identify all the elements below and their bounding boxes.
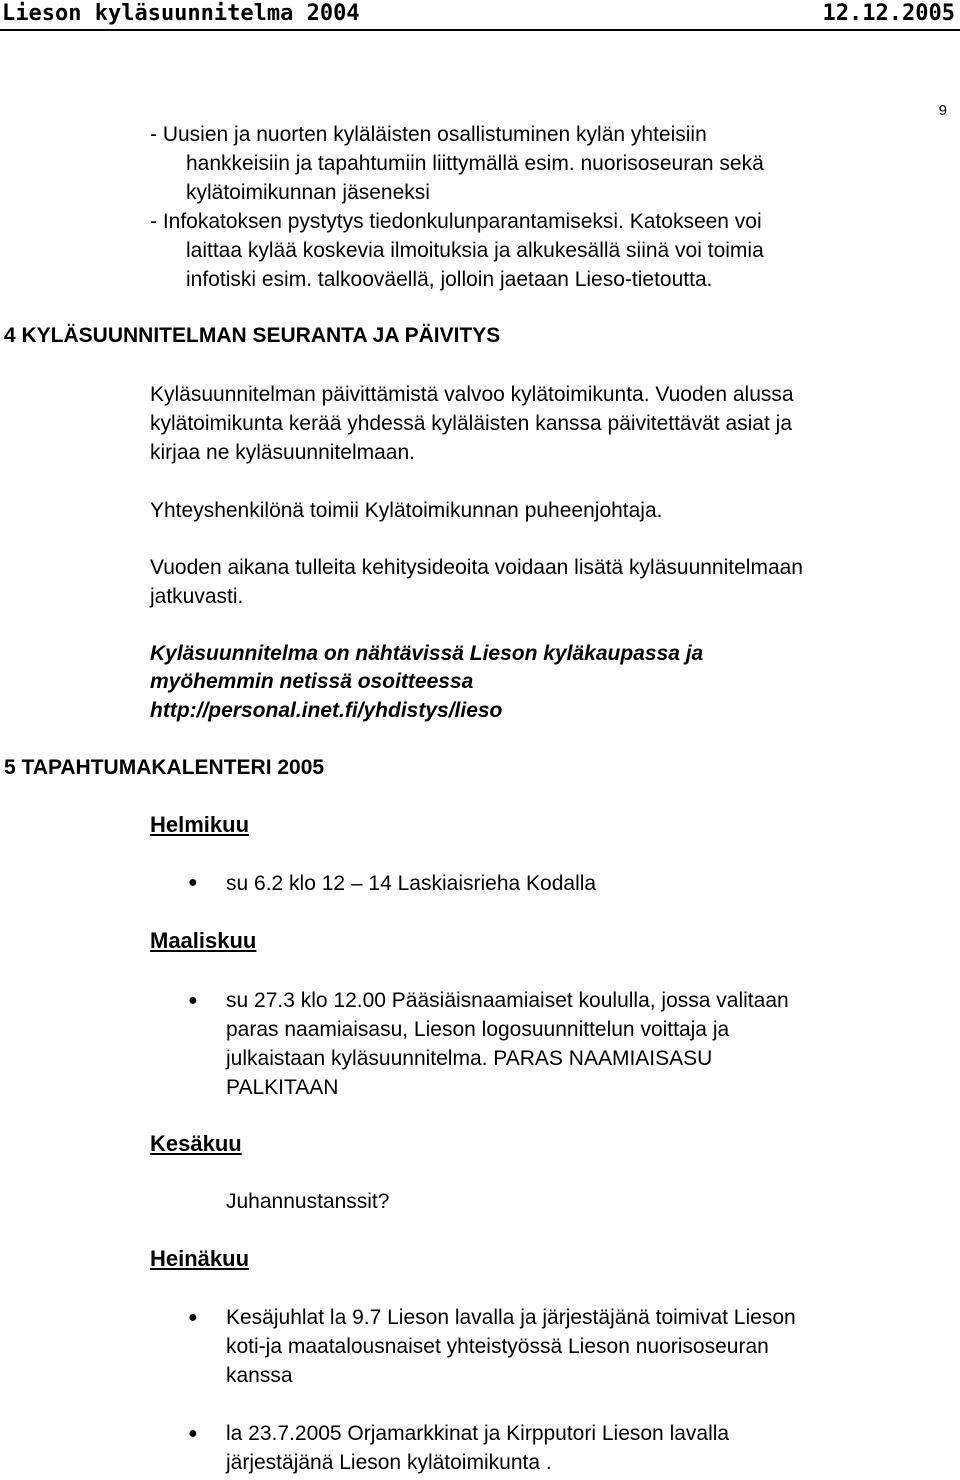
page-number: 9 bbox=[938, 102, 947, 119]
intro-item-1-line-2: hankkeisiin ja tapahtumiin liittymällä esim. nuorisoseuran sekä bbox=[186, 152, 764, 175]
bullet-icon: ● bbox=[188, 992, 198, 1009]
running-header bbox=[0, 0, 960, 28]
intro-item-2-line-3: infotiski esim. talkooväellä, jolloin jaetaan Lieso-tietoutta. bbox=[186, 268, 713, 291]
intro-item-2-line-2: laittaa kylää koskevia ilmoituksia ja alkukesällä siinä voi toimia bbox=[186, 239, 764, 262]
intro-item-1-line-1: - Uusien ja nuorten kyläläisten osallistuminen kylän yhteisiin bbox=[150, 123, 707, 146]
section-4-para-1-line-2: kylätoimikunta kerää yhdessä kyläläisten kanssa päivitettävät asiat ja bbox=[150, 412, 792, 435]
event-heinakuu-1-line-2: koti-ja maatalousnaiset yhteistyössä Lieson nuorisoseuran bbox=[226, 1335, 769, 1358]
header-rule bbox=[0, 29, 960, 31]
bullet-icon: ● bbox=[188, 1309, 198, 1326]
bullet-icon: ● bbox=[188, 1425, 198, 1442]
month-helmikuu: Helmikuu bbox=[150, 812, 250, 837]
event-heinakuu-1-line-3: kanssa bbox=[226, 1364, 293, 1387]
month-kesakuu: Kesäkuu bbox=[150, 1131, 242, 1156]
notice-line-2: myöhemmin netissä osoitteessa bbox=[150, 670, 474, 693]
event-maaliskuu-1-line-4: PALKITAAN bbox=[226, 1076, 339, 1099]
section-4-para-3-line-2: jatkuvasti. bbox=[150, 585, 244, 608]
section-5-heading: 5 TAPAHTUMAKALENTERI 2005 bbox=[4, 756, 325, 779]
month-heinakuu: Heinäkuu bbox=[150, 1246, 250, 1271]
event-maaliskuu-1-line-2: paras naamiaisasu, Lieson logosuunnittelun voittaja ja bbox=[226, 1018, 730, 1041]
event-maaliskuu-1-line-3: julkaistaan kyläsuunnitelma. PARAS NAAMIAISASU bbox=[226, 1047, 713, 1070]
section-4-para-1-line-3: kirjaa ne kyläsuunnitelmaan. bbox=[150, 441, 415, 464]
event-maaliskuu-1-line-1: su 27.3 klo 12.00 Pääsiäisnaamiaiset koululla, jossa valitaan bbox=[226, 989, 789, 1012]
section-4-para-2: Yhteyshenkilönä toimii Kylätoimikunnan puheenjohtaja. bbox=[150, 499, 663, 522]
event-heinakuu-2-line-1: la 23.7.2005 Orjamarkkinat ja Kirpputori Lieson lavalla bbox=[226, 1422, 730, 1445]
event-kesakuu-note: Juhannustanssit? bbox=[226, 1190, 390, 1213]
section-4-para-1-line-1: Kyläsuunnitelman päivittämistä valvoo kylätoimikunta. Vuoden alussa bbox=[150, 383, 794, 406]
notice-url: http://personal.inet.fi/yhdistys/lieso bbox=[150, 699, 503, 722]
intro-item-1-line-3: kylätoimikunnan jäseneksi bbox=[186, 181, 430, 204]
intro-item-2-line-1: - Infokatoksen pystytys tiedonkulunparantamiseksi. Katokseen voi bbox=[150, 210, 762, 233]
header-title: Lieson kyläsuunnitelma 2004 bbox=[2, 1, 360, 26]
month-maaliskuu: Maaliskuu bbox=[150, 928, 257, 953]
event-heinakuu-1-line-1: Kesäjuhlat la 9.7 Lieson lavalla ja järjestäjänä toimivat Lieson bbox=[226, 1306, 796, 1329]
event-helmikuu-1: su 6.2 klo 12 – 14 Laskiaisrieha Kodalla bbox=[226, 872, 597, 895]
notice-line-1: Kyläsuunnitelma on nähtävissä Lieson kyläkaupassa ja bbox=[150, 642, 704, 665]
section-4-para-3-line-1: Vuoden aikana tulleita kehitysideoita voidaan lisätä kyläsuunnitelmaan bbox=[150, 556, 803, 579]
section-4-heading: 4 KYLÄSUUNNITELMAN SEURANTA JA PÄIVITYS bbox=[4, 324, 501, 347]
bullet-icon: ● bbox=[188, 874, 198, 891]
header-date: 12.12.2005 bbox=[822, 1, 955, 26]
event-heinakuu-2-line-2: järjestäjänä Lieson kylätoimikunta . bbox=[226, 1451, 552, 1474]
